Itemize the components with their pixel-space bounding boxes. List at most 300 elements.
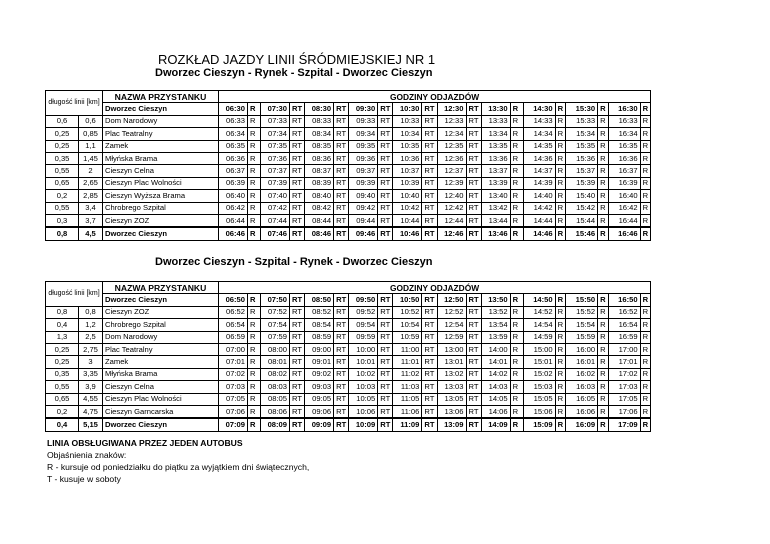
arrival-time: 16:44 bbox=[608, 214, 640, 227]
arrival-time: 16:37 bbox=[608, 165, 640, 177]
arrival-time: 11:06 bbox=[393, 405, 422, 418]
service-code: RT bbox=[334, 343, 349, 355]
arrival-time: 14:05 bbox=[481, 393, 510, 405]
arrival-time: 06:40 bbox=[219, 190, 248, 202]
departure-code: RT bbox=[378, 294, 393, 306]
final-arrival-time: 17:09 bbox=[608, 418, 640, 431]
final-arrival-time: 09:46 bbox=[349, 227, 378, 240]
departure-times-header: GODZINY ODJAZDÓW bbox=[219, 282, 651, 294]
arrival-time: 11:05 bbox=[393, 393, 422, 405]
arrival-time: 08:33 bbox=[305, 115, 334, 127]
arrival-time: 14:42 bbox=[523, 202, 555, 214]
segment-length: 0,25 bbox=[46, 140, 79, 152]
cumulative-length: 0,6 bbox=[79, 115, 103, 127]
service-code: RT bbox=[422, 418, 437, 431]
service-code: RT bbox=[378, 343, 393, 355]
service-code: R bbox=[248, 152, 261, 164]
service-code: RT bbox=[378, 393, 393, 405]
service-code: RT bbox=[466, 165, 481, 177]
arrival-time: 08:39 bbox=[305, 177, 334, 189]
service-code: RT bbox=[422, 227, 437, 240]
service-code: R bbox=[248, 319, 261, 331]
service-code: R bbox=[598, 202, 608, 214]
arrival-time: 16:02 bbox=[566, 368, 598, 380]
arrival-time: 07:05 bbox=[219, 393, 248, 405]
final-arrival-time: 14:09 bbox=[481, 418, 510, 431]
total-length: 5,15 bbox=[79, 418, 103, 431]
service-code: R bbox=[555, 190, 565, 202]
cumulative-length: 1,1 bbox=[79, 140, 103, 152]
cumulative-length: 2,5 bbox=[79, 331, 103, 343]
arrival-time: 15:59 bbox=[566, 331, 598, 343]
table-row bbox=[46, 356, 651, 368]
arrival-time: 13:05 bbox=[437, 393, 466, 405]
service-code: R bbox=[598, 177, 608, 189]
arrival-time: 10:00 bbox=[349, 343, 378, 355]
departure-time: 10:50 bbox=[393, 294, 422, 306]
final-arrival-time: 15:09 bbox=[523, 418, 555, 431]
arrival-time: 08:37 bbox=[305, 165, 334, 177]
arrival-time: 07:59 bbox=[261, 331, 290, 343]
arrival-time: 08:36 bbox=[305, 152, 334, 164]
arrival-time: 14:54 bbox=[523, 319, 555, 331]
service-code: RT bbox=[422, 405, 437, 418]
service-code: R bbox=[555, 227, 565, 240]
stop-name: Młyńska Brama bbox=[103, 368, 219, 380]
departure-code: R bbox=[510, 103, 523, 115]
service-code: RT bbox=[422, 214, 437, 227]
arrival-time: 10:03 bbox=[349, 381, 378, 393]
service-code: R bbox=[248, 306, 261, 318]
arrival-time: 15:02 bbox=[523, 368, 555, 380]
arrival-time: 06:34 bbox=[219, 128, 248, 140]
departure-time: 09:50 bbox=[349, 294, 378, 306]
service-code: RT bbox=[334, 115, 349, 127]
service-code: R bbox=[555, 331, 565, 343]
service-code: R bbox=[510, 190, 523, 202]
service-code: RT bbox=[334, 214, 349, 227]
service-code: RT bbox=[378, 418, 393, 431]
table-row bbox=[46, 202, 651, 214]
arrival-time: 16:42 bbox=[608, 202, 640, 214]
arrival-time: 13:00 bbox=[437, 343, 466, 355]
final-stop-name: Dworzec Cieszyn bbox=[103, 227, 219, 240]
service-code: RT bbox=[334, 202, 349, 214]
table-row bbox=[46, 140, 651, 152]
service-code: RT bbox=[290, 177, 305, 189]
arrival-time: 15:52 bbox=[566, 306, 598, 318]
service-code: R bbox=[640, 405, 650, 418]
segment-length: 0,65 bbox=[46, 177, 79, 189]
service-code: RT bbox=[290, 418, 305, 431]
final-arrival-time: 11:09 bbox=[393, 418, 422, 431]
table-row-final bbox=[46, 227, 651, 240]
arrival-time: 06:39 bbox=[219, 177, 248, 189]
arrival-time: 10:59 bbox=[393, 331, 422, 343]
arrival-time: 16:52 bbox=[608, 306, 640, 318]
departure-time: 15:50 bbox=[566, 294, 598, 306]
arrival-time: 13:37 bbox=[481, 165, 510, 177]
stop-name: Cieszyn Plac Wolności bbox=[103, 393, 219, 405]
service-code: R bbox=[598, 214, 608, 227]
service-code: RT bbox=[334, 128, 349, 140]
arrival-time: 15:54 bbox=[566, 319, 598, 331]
service-code: R bbox=[555, 115, 565, 127]
segment-length: 0,55 bbox=[46, 202, 79, 214]
arrival-time: 10:39 bbox=[393, 177, 422, 189]
arrival-time: 14:34 bbox=[523, 128, 555, 140]
table-row bbox=[46, 190, 651, 202]
service-code: RT bbox=[466, 177, 481, 189]
arrival-time: 14:44 bbox=[523, 214, 555, 227]
departure-time: 13:50 bbox=[481, 294, 510, 306]
arrival-time: 15:06 bbox=[523, 405, 555, 418]
legend-r: R - kursuje od poniedziałku do piątku za wyjątkiem dni świątecznych, bbox=[47, 462, 310, 472]
total-length: 4,5 bbox=[79, 227, 103, 240]
service-code: RT bbox=[422, 202, 437, 214]
departure-code: RT bbox=[290, 103, 305, 115]
service-code: R bbox=[640, 190, 650, 202]
departure-code: RT bbox=[334, 294, 349, 306]
arrival-time: 15:35 bbox=[566, 140, 598, 152]
stop-name: Cieszyn Garncarska bbox=[103, 405, 219, 418]
departure-time: 15:30 bbox=[566, 103, 598, 115]
service-code: R bbox=[555, 128, 565, 140]
service-code: R bbox=[248, 405, 261, 418]
service-code: R bbox=[248, 343, 261, 355]
service-code: R bbox=[510, 165, 523, 177]
arrival-time: 13:33 bbox=[481, 115, 510, 127]
departure-time: 14:50 bbox=[523, 294, 555, 306]
stop-name: Dom Narodowy bbox=[103, 115, 219, 127]
service-code: R bbox=[598, 128, 608, 140]
cumulative-length: 0,85 bbox=[79, 128, 103, 140]
arrival-time: 10:05 bbox=[349, 393, 378, 405]
arrival-time: 13:01 bbox=[437, 356, 466, 368]
departure-code: RT bbox=[290, 294, 305, 306]
arrival-time: 07:34 bbox=[261, 128, 290, 140]
arrival-time: 09:59 bbox=[349, 331, 378, 343]
arrival-time: 07:52 bbox=[261, 306, 290, 318]
arrival-time: 07:40 bbox=[261, 190, 290, 202]
cumulative-length: 3,4 bbox=[79, 202, 103, 214]
service-code: RT bbox=[378, 140, 393, 152]
service-code: RT bbox=[422, 177, 437, 189]
service-code: RT bbox=[466, 306, 481, 318]
service-code: R bbox=[248, 115, 261, 127]
cumulative-length: 3,35 bbox=[79, 368, 103, 380]
segment-length: 0,2 bbox=[46, 405, 79, 418]
stop-name: Cieszyn Wyższa Brama bbox=[103, 190, 219, 202]
arrival-time: 09:33 bbox=[349, 115, 378, 127]
service-code: RT bbox=[378, 152, 393, 164]
arrival-time: 09:52 bbox=[349, 306, 378, 318]
cumulative-length: 3,9 bbox=[79, 381, 103, 393]
arrival-time: 13:52 bbox=[481, 306, 510, 318]
service-code: R bbox=[555, 418, 565, 431]
service-code: R bbox=[598, 418, 608, 431]
arrival-time: 14:06 bbox=[481, 405, 510, 418]
arrival-time: 16:01 bbox=[566, 356, 598, 368]
service-code: R bbox=[640, 165, 650, 177]
service-code: R bbox=[640, 356, 650, 368]
arrival-time: 06:37 bbox=[219, 165, 248, 177]
stop-name: Cieszyn ZOZ bbox=[103, 214, 219, 227]
service-code: R bbox=[248, 393, 261, 405]
service-code: RT bbox=[334, 140, 349, 152]
arrival-time: 06:33 bbox=[219, 115, 248, 127]
arrival-time: 10:35 bbox=[393, 140, 422, 152]
arrival-time: 15:03 bbox=[523, 381, 555, 393]
arrival-time: 14:40 bbox=[523, 190, 555, 202]
service-code: R bbox=[555, 177, 565, 189]
service-code: RT bbox=[422, 343, 437, 355]
service-code: RT bbox=[290, 140, 305, 152]
stop-name: Młyńska Brama bbox=[103, 152, 219, 164]
segment-length: 0,55 bbox=[46, 381, 79, 393]
service-code: RT bbox=[334, 227, 349, 240]
arrival-time: 13:03 bbox=[437, 381, 466, 393]
service-code: RT bbox=[466, 343, 481, 355]
service-code: RT bbox=[378, 165, 393, 177]
service-code: RT bbox=[378, 214, 393, 227]
service-code: R bbox=[598, 381, 608, 393]
arrival-time: 15:42 bbox=[566, 202, 598, 214]
arrival-time: 10:06 bbox=[349, 405, 378, 418]
arrival-time: 17:03 bbox=[608, 381, 640, 393]
arrival-time: 07:03 bbox=[219, 381, 248, 393]
arrival-time: 12:42 bbox=[437, 202, 466, 214]
service-code: RT bbox=[290, 343, 305, 355]
service-code: R bbox=[598, 227, 608, 240]
service-code: R bbox=[598, 319, 608, 331]
departure-time: 08:50 bbox=[305, 294, 334, 306]
service-code: RT bbox=[466, 214, 481, 227]
arrival-time: 12:59 bbox=[437, 331, 466, 343]
cumulative-length: 2 bbox=[79, 165, 103, 177]
table-row bbox=[46, 128, 651, 140]
service-code: RT bbox=[422, 381, 437, 393]
service-code: RT bbox=[422, 128, 437, 140]
arrival-time: 06:44 bbox=[219, 214, 248, 227]
arrival-time: 14:37 bbox=[523, 165, 555, 177]
departure-time: 07:30 bbox=[261, 103, 290, 115]
service-code: R bbox=[510, 405, 523, 418]
arrival-time: 09:37 bbox=[349, 165, 378, 177]
arrival-time: 07:06 bbox=[219, 405, 248, 418]
service-code: RT bbox=[334, 418, 349, 431]
departure-code: R bbox=[640, 294, 650, 306]
arrival-time: 10:36 bbox=[393, 152, 422, 164]
service-code: R bbox=[510, 306, 523, 318]
arrival-time: 06:42 bbox=[219, 202, 248, 214]
final-arrival-time: 14:46 bbox=[523, 227, 555, 240]
arrival-time: 09:39 bbox=[349, 177, 378, 189]
arrival-time: 07:01 bbox=[219, 356, 248, 368]
arrival-time: 17:01 bbox=[608, 356, 640, 368]
cumulative-length: 1,2 bbox=[79, 319, 103, 331]
arrival-time: 09:42 bbox=[349, 202, 378, 214]
arrival-time: 06:54 bbox=[219, 319, 248, 331]
departure-time: 09:30 bbox=[349, 103, 378, 115]
arrival-time: 14:39 bbox=[523, 177, 555, 189]
arrival-time: 13:02 bbox=[437, 368, 466, 380]
service-code: RT bbox=[378, 381, 393, 393]
service-code: R bbox=[510, 214, 523, 227]
service-code: R bbox=[598, 115, 608, 127]
segment-length: 0,25 bbox=[46, 128, 79, 140]
segment-length: 0,55 bbox=[46, 165, 79, 177]
service-code: R bbox=[640, 177, 650, 189]
service-code: R bbox=[555, 152, 565, 164]
final-arrival-time: 16:46 bbox=[608, 227, 640, 240]
arrival-time: 06:36 bbox=[219, 152, 248, 164]
service-code: RT bbox=[334, 356, 349, 368]
arrival-time: 14:35 bbox=[523, 140, 555, 152]
departure-code: R bbox=[640, 103, 650, 115]
service-code: RT bbox=[466, 381, 481, 393]
service-code: RT bbox=[290, 214, 305, 227]
arrival-time: 08:54 bbox=[305, 319, 334, 331]
departure-code: R bbox=[598, 294, 608, 306]
arrival-time: 08:34 bbox=[305, 128, 334, 140]
table-row bbox=[46, 319, 651, 331]
service-code: R bbox=[640, 381, 650, 393]
arrival-time: 10:52 bbox=[393, 306, 422, 318]
service-code: R bbox=[555, 393, 565, 405]
service-code: R bbox=[555, 306, 565, 318]
final-arrival-time: 13:09 bbox=[437, 418, 466, 431]
direction1-title: Dworzec Cieszyn - Rynek - Szpital - Dworzec Cieszyn bbox=[155, 67, 433, 79]
service-code: RT bbox=[334, 177, 349, 189]
segment-length: 0,35 bbox=[46, 152, 79, 164]
cumulative-length: 0,8 bbox=[79, 306, 103, 318]
departure-time: 07:50 bbox=[261, 294, 290, 306]
service-code: RT bbox=[334, 319, 349, 331]
service-code: R bbox=[598, 368, 608, 380]
arrival-time: 16:06 bbox=[566, 405, 598, 418]
service-code: R bbox=[555, 140, 565, 152]
segment-length: 0,8 bbox=[46, 306, 79, 318]
arrival-time: 11:01 bbox=[393, 356, 422, 368]
service-code: R bbox=[510, 128, 523, 140]
service-code: R bbox=[598, 393, 608, 405]
service-code: RT bbox=[422, 331, 437, 343]
final-arrival-time: 07:09 bbox=[219, 418, 248, 431]
service-code: RT bbox=[378, 356, 393, 368]
timetable-direction1 bbox=[45, 90, 651, 241]
segment-length: 0,3 bbox=[46, 214, 79, 227]
arrival-time: 10:44 bbox=[393, 214, 422, 227]
table-row bbox=[46, 368, 651, 380]
service-code: RT bbox=[422, 319, 437, 331]
service-code: RT bbox=[422, 152, 437, 164]
service-code: RT bbox=[290, 331, 305, 343]
departure-time: 06:30 bbox=[219, 103, 248, 115]
arrival-time: 13:40 bbox=[481, 190, 510, 202]
service-code: RT bbox=[422, 115, 437, 127]
arrival-time: 16:39 bbox=[608, 177, 640, 189]
arrival-time: 12:36 bbox=[437, 152, 466, 164]
service-code: RT bbox=[290, 381, 305, 393]
service-code: RT bbox=[378, 405, 393, 418]
arrival-time: 09:01 bbox=[305, 356, 334, 368]
departure-code: RT bbox=[466, 294, 481, 306]
arrival-time: 08:01 bbox=[261, 356, 290, 368]
service-code: R bbox=[640, 393, 650, 405]
arrival-time: 13:35 bbox=[481, 140, 510, 152]
timetable-direction2 bbox=[45, 281, 651, 432]
final-stop-name: Dworzec Cieszyn bbox=[103, 418, 219, 431]
arrival-time: 08:44 bbox=[305, 214, 334, 227]
service-code: RT bbox=[290, 306, 305, 318]
service-code: R bbox=[510, 227, 523, 240]
arrival-time: 15:33 bbox=[566, 115, 598, 127]
arrival-time: 17:05 bbox=[608, 393, 640, 405]
service-code: R bbox=[598, 343, 608, 355]
service-code: R bbox=[598, 356, 608, 368]
service-code: RT bbox=[290, 405, 305, 418]
service-code: R bbox=[598, 165, 608, 177]
service-code: RT bbox=[378, 128, 393, 140]
arrival-time: 10:37 bbox=[393, 165, 422, 177]
cumulative-length: 2,65 bbox=[79, 177, 103, 189]
service-code: RT bbox=[334, 165, 349, 177]
stop-name: Dom Narodowy bbox=[103, 331, 219, 343]
stop-name: Cieszyn ZOZ bbox=[103, 306, 219, 318]
arrival-time: 13:42 bbox=[481, 202, 510, 214]
service-code: RT bbox=[290, 165, 305, 177]
arrival-time: 16:03 bbox=[566, 381, 598, 393]
arrival-time: 07:39 bbox=[261, 177, 290, 189]
service-code: RT bbox=[378, 177, 393, 189]
service-code: R bbox=[510, 368, 523, 380]
arrival-time: 07:02 bbox=[219, 368, 248, 380]
arrival-time: 13:44 bbox=[481, 214, 510, 227]
service-code: R bbox=[248, 214, 261, 227]
service-code: R bbox=[598, 306, 608, 318]
arrival-time: 12:35 bbox=[437, 140, 466, 152]
service-code: RT bbox=[290, 202, 305, 214]
departure-time: 12:30 bbox=[437, 103, 466, 115]
stop-name-header: NAZWA PRZYSTANKU bbox=[103, 282, 219, 294]
table-row bbox=[46, 214, 651, 227]
arrival-time: 07:44 bbox=[261, 214, 290, 227]
departure-time: 16:50 bbox=[608, 294, 640, 306]
service-code: RT bbox=[378, 227, 393, 240]
arrival-time: 12:39 bbox=[437, 177, 466, 189]
arrival-time: 17:00 bbox=[608, 343, 640, 355]
final-arrival-time: 09:09 bbox=[305, 418, 334, 431]
service-code: R bbox=[640, 343, 650, 355]
arrival-time: 15:36 bbox=[566, 152, 598, 164]
service-code: RT bbox=[290, 128, 305, 140]
final-arrival-time: 13:46 bbox=[481, 227, 510, 240]
direction2-title: Dworzec Cieszyn - Szpital - Rynek - Dworzec Cieszyn bbox=[155, 256, 433, 268]
departure-time: 14:30 bbox=[523, 103, 555, 115]
service-code: RT bbox=[290, 152, 305, 164]
service-code: R bbox=[510, 356, 523, 368]
arrival-time: 08:52 bbox=[305, 306, 334, 318]
table-row bbox=[46, 405, 651, 418]
arrival-time: 09:44 bbox=[349, 214, 378, 227]
arrival-time: 07:35 bbox=[261, 140, 290, 152]
arrival-time: 09:05 bbox=[305, 393, 334, 405]
table-row bbox=[46, 343, 651, 355]
notes bbox=[47, 437, 309, 485]
service-code: R bbox=[510, 140, 523, 152]
service-code: RT bbox=[334, 381, 349, 393]
